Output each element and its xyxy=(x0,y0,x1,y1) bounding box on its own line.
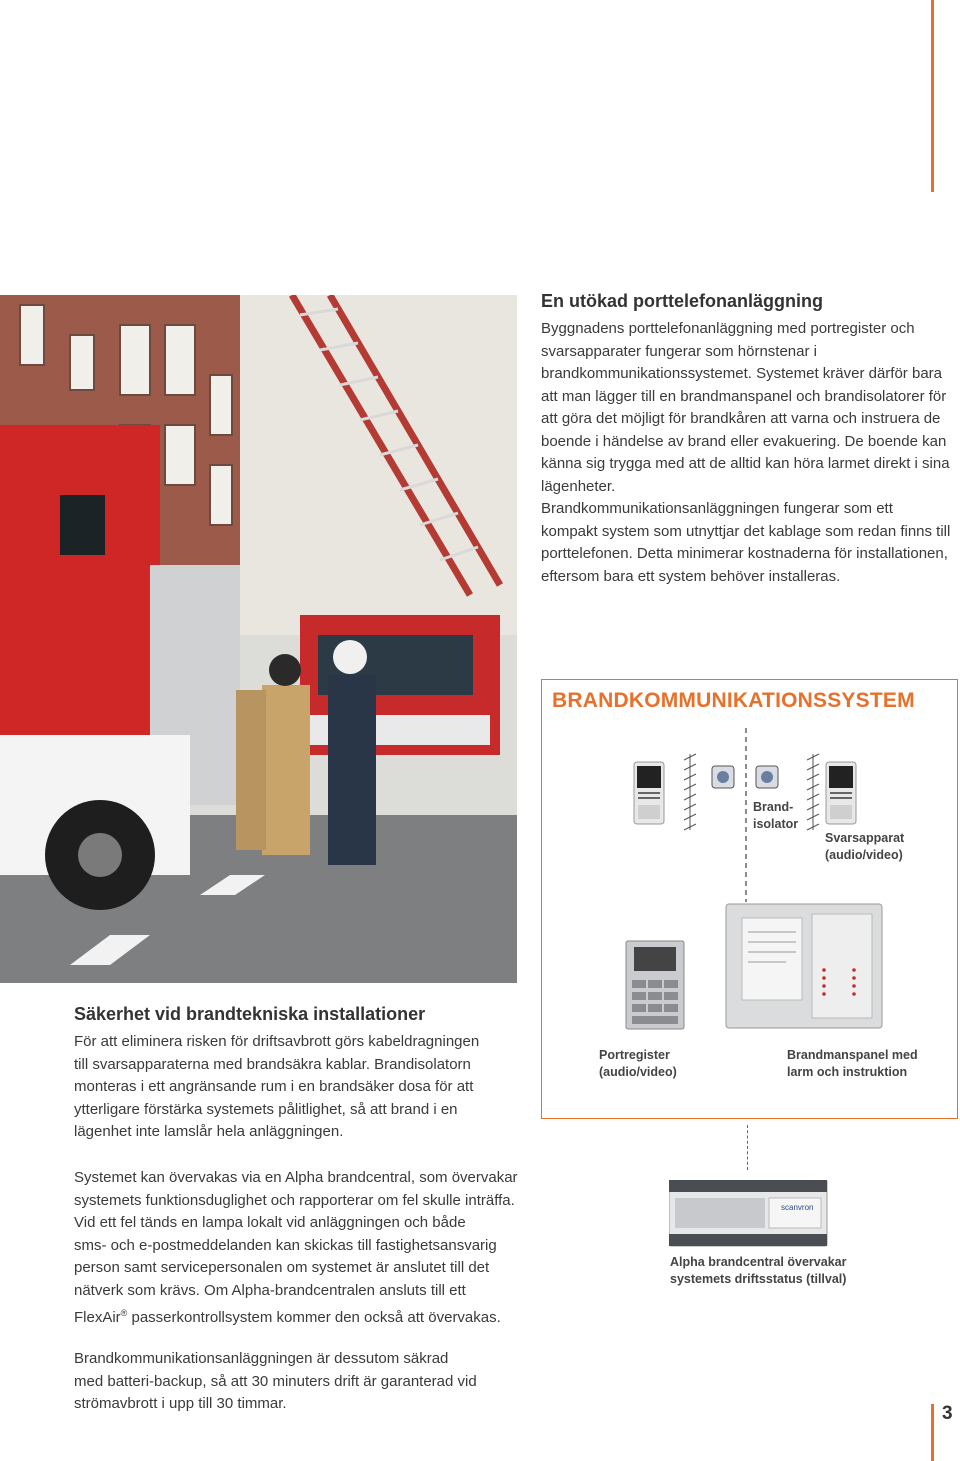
safety-title: Säkerhet vid brandtekniska installationer xyxy=(74,1004,426,1024)
safety-line: till svarsapparaterna med brandsäkra kablar. Brandisolatorn xyxy=(74,1055,471,1073)
safety-line: monteras i ett angränsande rum i en brandsäker dosa för att xyxy=(74,1078,474,1095)
answer-unit-label-line: Svarsapparat xyxy=(825,831,905,845)
safety-line: lägenhet inte lamslår hela anläggningen. xyxy=(74,1123,344,1140)
backup-line: strömavbrott i upp till 30 timmar. xyxy=(74,1395,287,1412)
isolator-label-line: Brand- xyxy=(753,800,794,814)
alpha-central-icon xyxy=(669,1180,829,1248)
fire-panel-icon xyxy=(726,904,882,1028)
isolator-icons xyxy=(712,766,778,788)
intro-line: eftersom bara ett system behöver installeras. xyxy=(541,567,841,585)
portregister-label xyxy=(599,1047,677,1080)
alpha-connector-line xyxy=(747,1125,748,1170)
flexair-suffix: passerkontrollsystem kommer den också att övervakas. xyxy=(127,1309,501,1326)
fire-panel-label xyxy=(787,1047,918,1080)
intro-line: porttelefonen. Detta minimerar kostnaderna för installationen, xyxy=(541,545,948,562)
safety-line: För att eliminera risken för driftsavbrott görs kabeldragningen xyxy=(74,1033,480,1050)
answer-unit-label xyxy=(825,830,904,863)
page-number: 3 xyxy=(942,1403,953,1424)
registered-mark: ® xyxy=(120,1308,128,1318)
intro-line: att man lägger till en brandmanspanel och brandisolatorer för xyxy=(541,387,947,405)
isolator-label-line: isolator xyxy=(753,816,799,831)
answer-unit-icon-right xyxy=(826,762,856,824)
alpha-brand-text: scanvron xyxy=(781,1203,814,1212)
monitoring-text xyxy=(74,1167,534,1330)
intro-line: kompakt system som utnyttjar det kablage som redan finns till xyxy=(541,522,951,540)
intro-line: känna sig trygga med att de alltid kan höra larmet direkt i sina xyxy=(541,455,950,472)
intro-title: En utökad porttelefonanläggning xyxy=(541,291,823,311)
intro-text xyxy=(541,318,960,588)
monitoring-line-last xyxy=(74,1302,534,1330)
fire-truck-photo xyxy=(0,295,517,983)
monitoring-line: systemets funktionsduglighet och rapporterar om fel skulle inträffa. xyxy=(74,1191,515,1209)
isolator-label xyxy=(753,799,798,832)
flexair-name: FlexAir xyxy=(74,1309,121,1326)
intro-line: brandkommunikationssystemet. Systemet kräver därför bara xyxy=(541,365,942,382)
alpha-central-label xyxy=(670,1254,846,1287)
safety-line: ytterligare förstärka systemets pålitlighet, så att brand i en xyxy=(74,1100,458,1118)
fire-panel-label-line: Brandmanspanel med xyxy=(787,1048,918,1062)
safety-text xyxy=(74,1031,524,1144)
backup-line: Brandkommunikationsanläggningen är dessutom säkrad xyxy=(74,1350,449,1367)
portregister-icon xyxy=(626,941,684,1029)
monitoring-line: nätverk som krävs. Om Alpha-brandcentralen ansluts till ett xyxy=(74,1281,466,1299)
intro-line: Byggnadens porttelefonanläggning med portregister och xyxy=(541,320,915,337)
intro-line: att göra det möjligt för brandkåren att varna och instruera de xyxy=(541,410,941,427)
system-diagram xyxy=(541,679,958,1119)
answer-unit-icon xyxy=(634,762,664,824)
intro-line: lägenheter. xyxy=(541,477,616,495)
fire-panel-label-line: larm och instruktion xyxy=(787,1064,908,1079)
monitoring-line: Vid ett fel tänds en lampa lokalt vid anläggningen och både xyxy=(74,1214,466,1231)
top-accent-rule xyxy=(931,0,934,192)
answer-unit-label-line: (audio/video) xyxy=(825,847,903,862)
intro-line: svarsapparater fungerar som hörnstenar i xyxy=(541,342,817,360)
monitoring-line: Systemet kan övervakas via en Alpha brandcentral, som övervakar xyxy=(74,1169,518,1186)
monitoring-line: person samt servicepersonalen om systemet är anslutet till det xyxy=(74,1259,490,1276)
alpha-label-line: Alpha brandcentral övervakar xyxy=(670,1255,847,1269)
backup-line: med batteri-backup, så att 30 minuters drift är garanterad vid xyxy=(74,1372,477,1390)
alpha-label-line: systemets driftsstatus (tillval) xyxy=(670,1271,847,1286)
intro-line: Brandkommunikationsanläggningen fungerar som ett xyxy=(541,500,893,517)
backup-text xyxy=(74,1348,534,1416)
portregister-label-line: Portregister xyxy=(599,1048,670,1062)
intro-line: boende i händelse av brand eller evakuering. De boende kan xyxy=(541,432,947,450)
monitoring-line: sms- och e-postmeddelanden kan skickas till fastighetsansvarig xyxy=(74,1236,497,1254)
page-number-rule xyxy=(931,1404,934,1461)
diagram-title: BRANDKOMMUNIKATIONSSYSTEM xyxy=(552,689,915,712)
portregister-label-line: (audio/video) xyxy=(599,1064,677,1079)
